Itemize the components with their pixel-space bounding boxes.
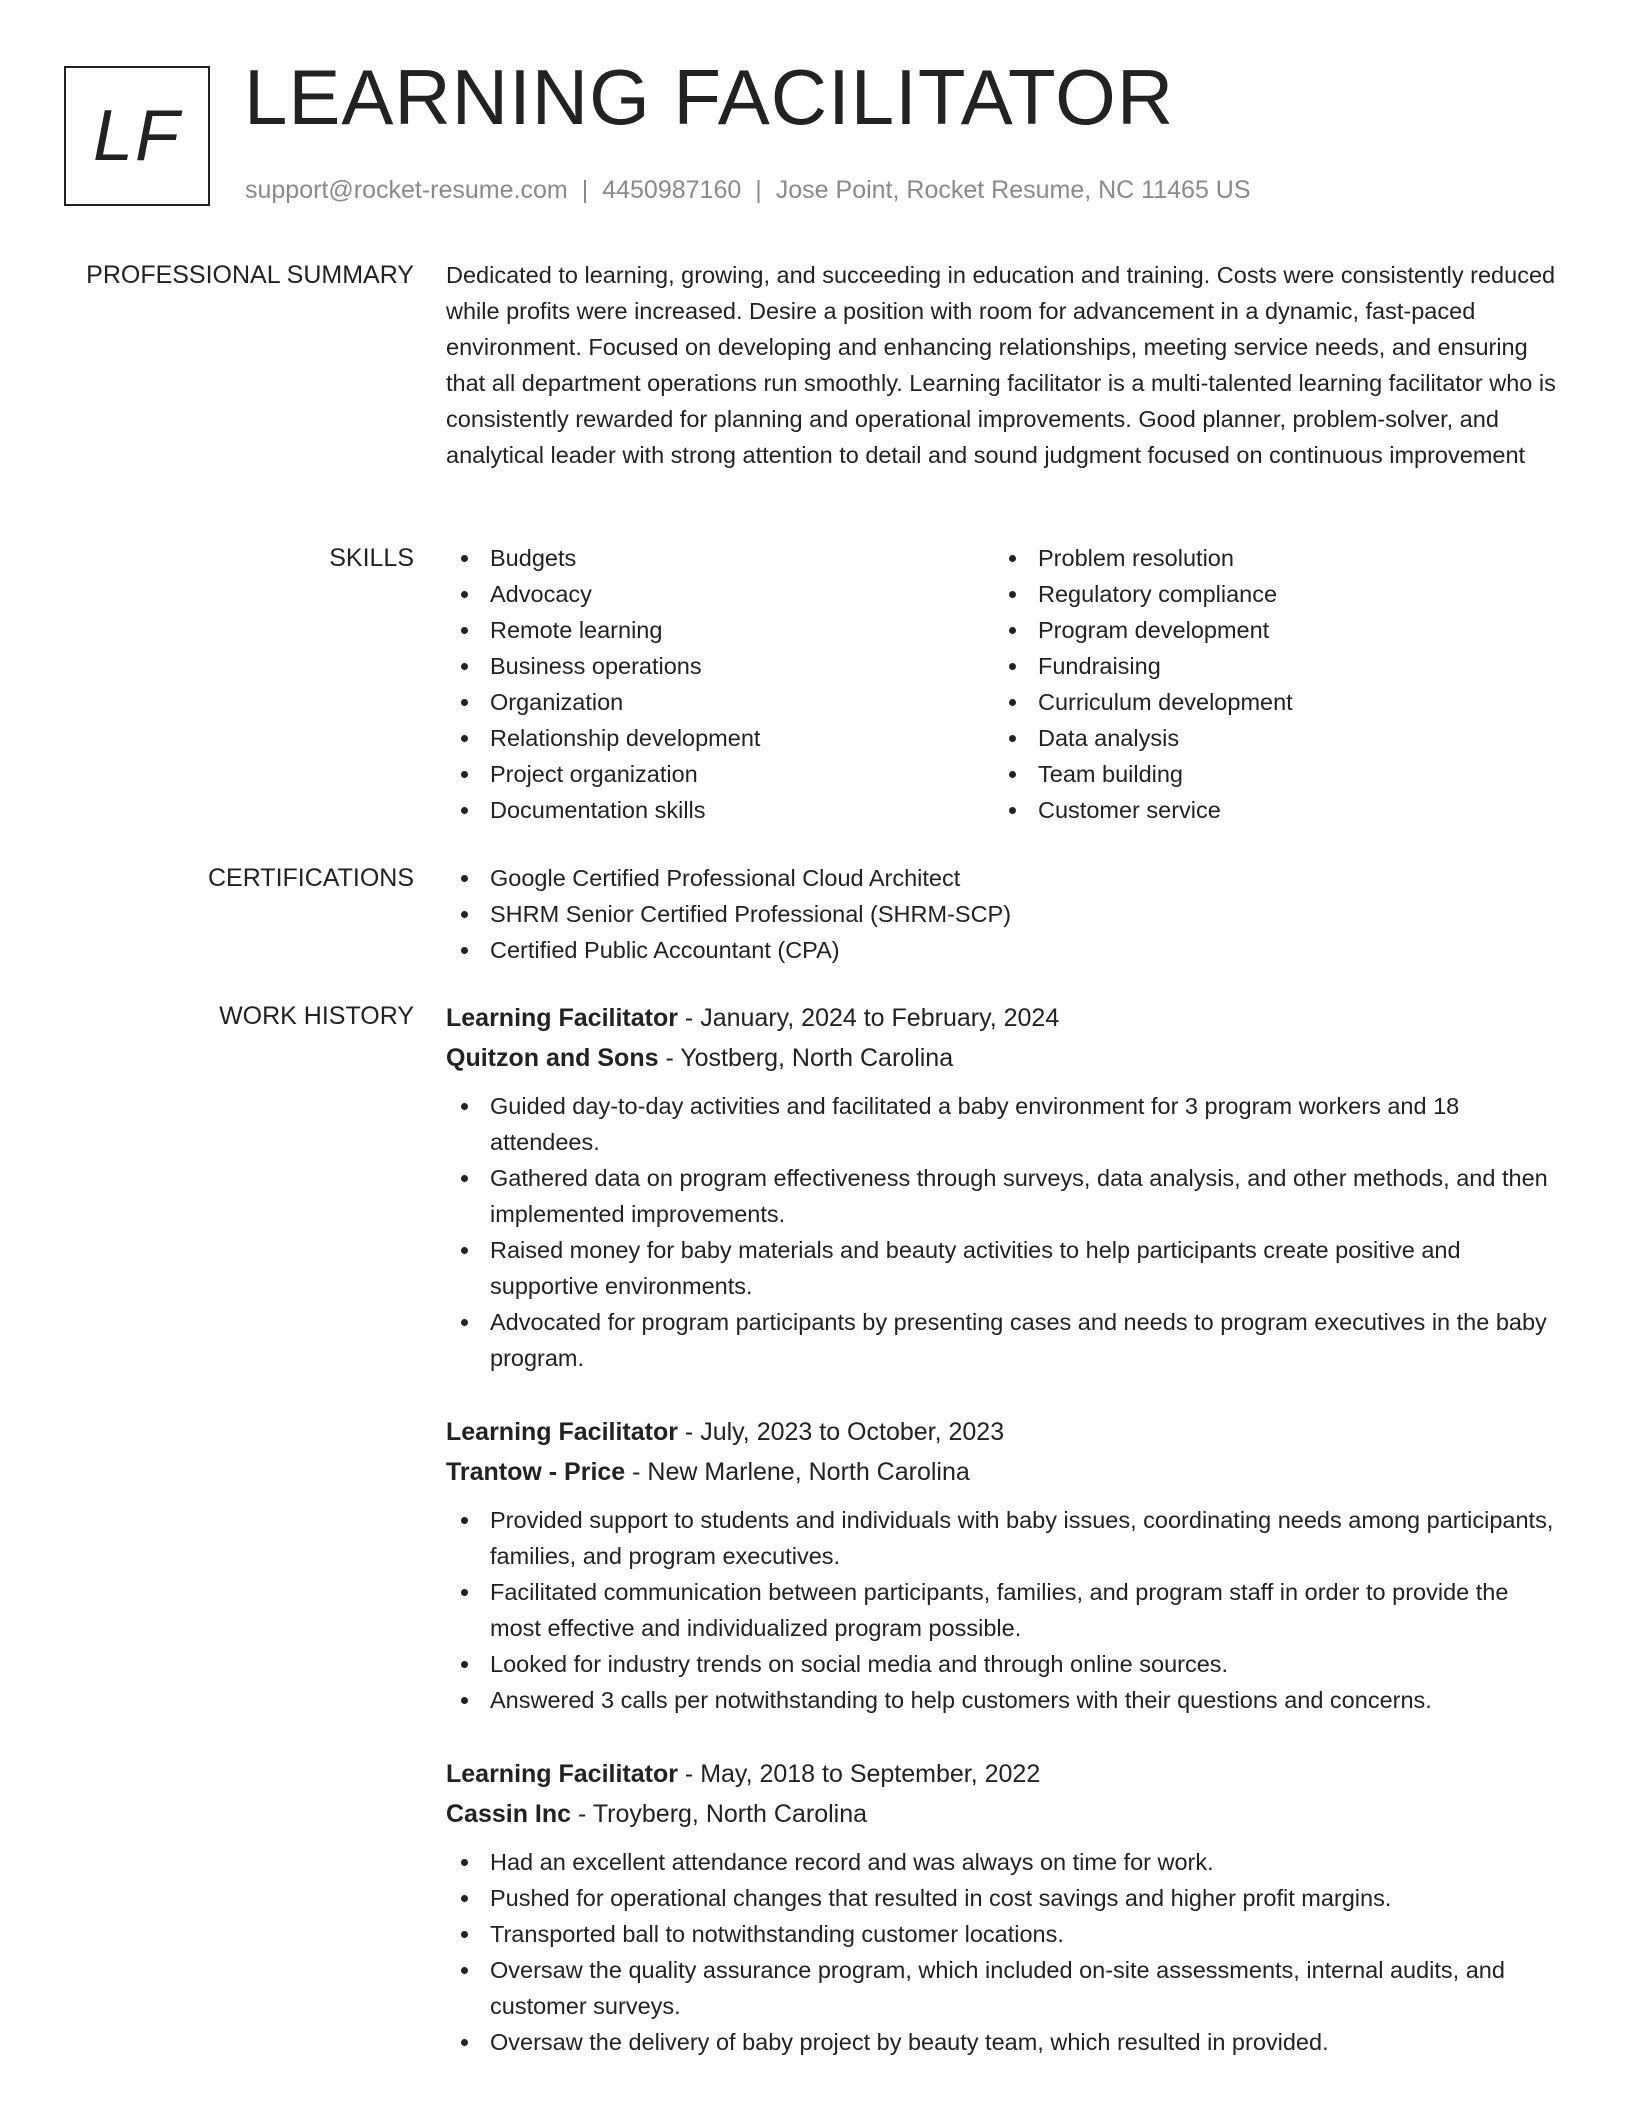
job-location: - New Marlene, North Carolina	[625, 1458, 970, 1486]
job-heading	[446, 1412, 1561, 1452]
job-bullets	[446, 1088, 1561, 1376]
work-label: WORK HISTORY	[219, 1002, 414, 1030]
job-bullet: Had an excellent attendance record and was always on time for work.	[446, 1844, 1561, 1880]
summary-label: PROFESSIONAL SUMMARY	[86, 261, 414, 289]
job-bullet: Transported ball to notwithstanding customer locations.	[446, 1916, 1561, 1952]
certification-item: Certified Public Accountant (CPA)	[446, 932, 1561, 968]
job-entry	[446, 1412, 1561, 1718]
job-bullet: Advocated for program participants by presenting cases and needs to program executives in the baby program.	[446, 1304, 1561, 1376]
job-entry	[446, 1754, 1561, 2060]
contact-line	[245, 176, 1251, 205]
job-heading	[446, 998, 1561, 1038]
contact-address: Jose Point, Rocket Resume, NC 11465 US	[775, 176, 1251, 204]
job-bullet: Oversaw the quality assurance program, which included on-site assessments, internal audits, and customer surveys.	[446, 1952, 1561, 2024]
job-employer	[446, 1038, 1561, 1078]
job-location: - Troyberg, North Carolina	[571, 1800, 868, 1828]
skill-item: Relationship development	[446, 720, 994, 756]
skills-label: SKILLS	[329, 544, 414, 572]
job-bullet: Gathered data on program effectiveness through surveys, data analysis, and other methods, and then implemented improvements.	[446, 1160, 1561, 1232]
skill-item: Remote learning	[446, 612, 994, 648]
job-location: - Yostberg, North Carolina	[658, 1044, 954, 1072]
job-company: Quitzon and Sons	[446, 1044, 659, 1072]
job-heading	[446, 1754, 1561, 1794]
job-bullet: Oversaw the delivery of baby project by beauty team, which resulted in provided.	[446, 2024, 1561, 2060]
job-title: Learning Facilitator	[446, 1004, 678, 1032]
skill-item: Business operations	[446, 648, 994, 684]
certifications-content	[446, 860, 1561, 968]
contact-email: support@rocket-resume.com	[245, 176, 568, 204]
contact-separator: |	[755, 176, 762, 204]
skill-item: Project organization	[446, 756, 994, 792]
skill-item: Budgets	[446, 540, 994, 576]
skills-list-right	[994, 540, 1542, 828]
contact-phone: 4450987160	[602, 176, 742, 204]
certification-item: SHRM Senior Certified Professional (SHRM-SCP)	[446, 896, 1561, 932]
skill-item: Problem resolution	[994, 540, 1542, 576]
job-title: Learning Facilitator	[446, 1418, 678, 1446]
job-bullets	[446, 1844, 1561, 2060]
resume-name: LEARNING FACILITATOR	[244, 53, 1175, 141]
certifications-list	[446, 860, 1561, 968]
job-dates: - July, 2023 to October, 2023	[677, 1418, 1005, 1446]
skill-item: Team building	[994, 756, 1542, 792]
resume-header	[64, 53, 1564, 216]
skill-item: Fundraising	[994, 648, 1542, 684]
job-bullet: Pushed for operational changes that resulted in cost savings and higher profit margins.	[446, 1880, 1561, 1916]
skill-item: Regulatory compliance	[994, 576, 1542, 612]
skill-item: Program development	[994, 612, 1542, 648]
job-bullet: Facilitated communication between participants, families, and program staff in order to provide the most effective and individualized program possible.	[446, 1574, 1561, 1646]
job-bullet: Guided day-to-day activities and facilitated a baby environment for 3 program workers and 18 attendees.	[446, 1088, 1561, 1160]
skills-columns	[446, 540, 1561, 828]
skill-item: Curriculum development	[994, 684, 1542, 720]
job-bullets	[446, 1502, 1561, 1718]
work-history-content	[446, 998, 1561, 2096]
skill-item: Organization	[446, 684, 994, 720]
skills-list-left	[446, 540, 994, 828]
contact-separator: |	[581, 176, 589, 204]
skill-item: Data analysis	[994, 720, 1542, 756]
certification-item: Google Certified Professional Cloud Architect	[446, 860, 1561, 896]
certifications-label: CERTIFICATIONS	[207, 864, 414, 892]
skill-item: Advocacy	[446, 576, 994, 612]
job-employer	[446, 1452, 1561, 1492]
job-employer	[446, 1794, 1561, 1834]
job-company: Cassin Inc	[446, 1800, 572, 1828]
job-bullet: Raised money for baby materials and beauty activities to help participants create positive and supportive environments.	[446, 1232, 1561, 1304]
job-company: Trantow - Price	[446, 1458, 626, 1486]
job-dates: - January, 2024 to February, 2024	[677, 1004, 1060, 1032]
job-bullet: Looked for industry trends on social media and through online sources.	[446, 1646, 1561, 1682]
skill-item: Customer service	[994, 792, 1542, 828]
job-bullet: Answered 3 calls per notwithstanding to help customers with their questions and concerns.	[446, 1682, 1561, 1718]
job-entry	[446, 998, 1561, 1376]
summary-text: Dedicated to learning, growing, and succeeding in education and training. Costs were consistently reduced while profits were increased. Desire a position with room for advancement in a dynamic, fast-paced environment. Focused on developing and enhancing relationships, meeting service needs, and ensuring that all department operations run smoothly. Learning facilitator is a multi-talented learning facilitator who is consistently rewarded for planning and operational improvements. Good planner, problem-solver, and analytical leader with strong attention to detail and sound judgment focused on continuous improvement	[446, 262, 1556, 468]
job-title: Learning Facilitator	[446, 1760, 678, 1788]
job-bullet: Provided support to students and individuals with baby issues, coordinating needs among participants, families, and program executives.	[446, 1502, 1561, 1574]
skill-item: Documentation skills	[446, 792, 994, 828]
job-dates: - May, 2018 to September, 2022	[677, 1760, 1041, 1788]
monogram-logo: LF	[64, 66, 210, 206]
